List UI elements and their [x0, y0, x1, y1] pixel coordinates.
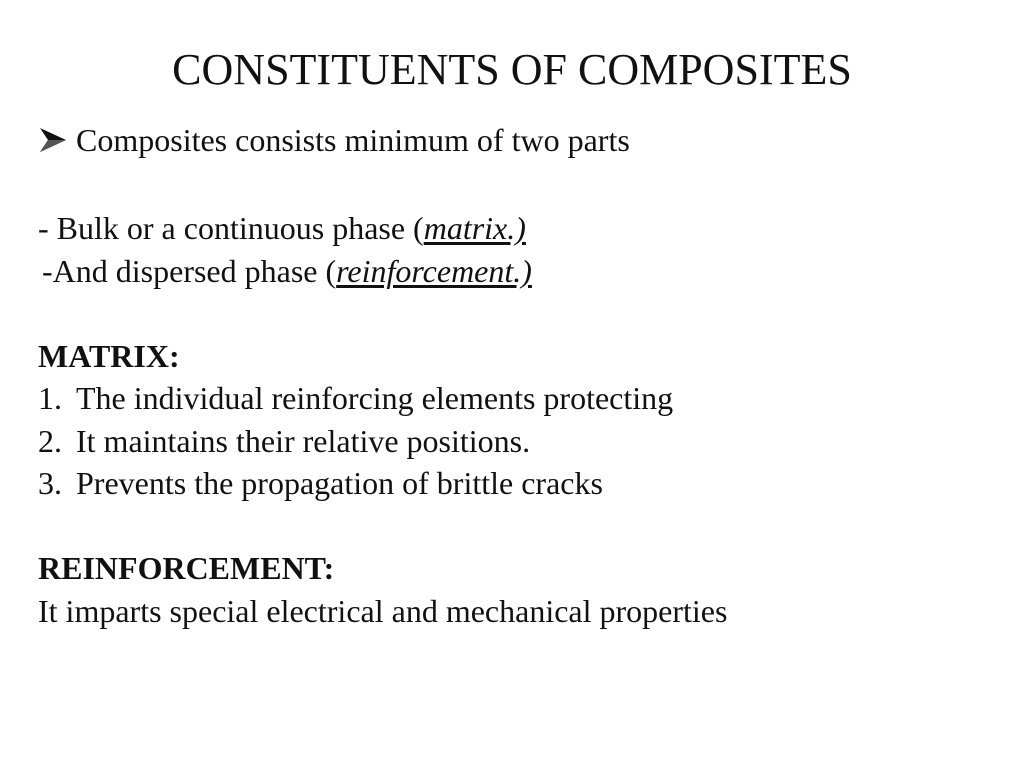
- matrix-heading: MATRIX:: [38, 338, 180, 374]
- matrix-item-text: Prevents the propagation of brittle cracks: [76, 465, 603, 501]
- matrix-item-text: It maintains their relative positions.: [76, 423, 531, 459]
- matrix-item-number: 1.: [38, 380, 62, 416]
- matrix-item-number: 3.: [38, 465, 62, 501]
- phase-dispersed-prefix: -And dispersed phase (: [42, 253, 337, 289]
- arrow-bullet-icon: [38, 125, 68, 155]
- reinforcement-heading: REINFORCEMENT:: [38, 550, 335, 586]
- slide-title: CONSTITUENTS OF COMPOSITES: [172, 45, 852, 94]
- matrix-item: [38, 421, 530, 461]
- matrix-item-text: The individual reinforcing elements protecting: [76, 380, 674, 416]
- reinforcement-text: It imparts special electrical and mechanical properties: [38, 593, 728, 629]
- phase-continuous-prefix: - Bulk or a continuous phase (: [38, 210, 424, 246]
- phase-dispersed: [42, 251, 532, 291]
- bullet-row: [38, 120, 630, 160]
- matrix-item: [38, 378, 673, 418]
- phase-dispersed-term: reinforcement.): [336, 253, 532, 289]
- matrix-item: [38, 463, 603, 503]
- matrix-item-number: 2.: [38, 423, 62, 459]
- phase-continuous-term: matrix.): [423, 210, 526, 246]
- bullet-text: Composites consists minimum of two parts: [76, 122, 630, 158]
- phase-continuous: [38, 208, 526, 248]
